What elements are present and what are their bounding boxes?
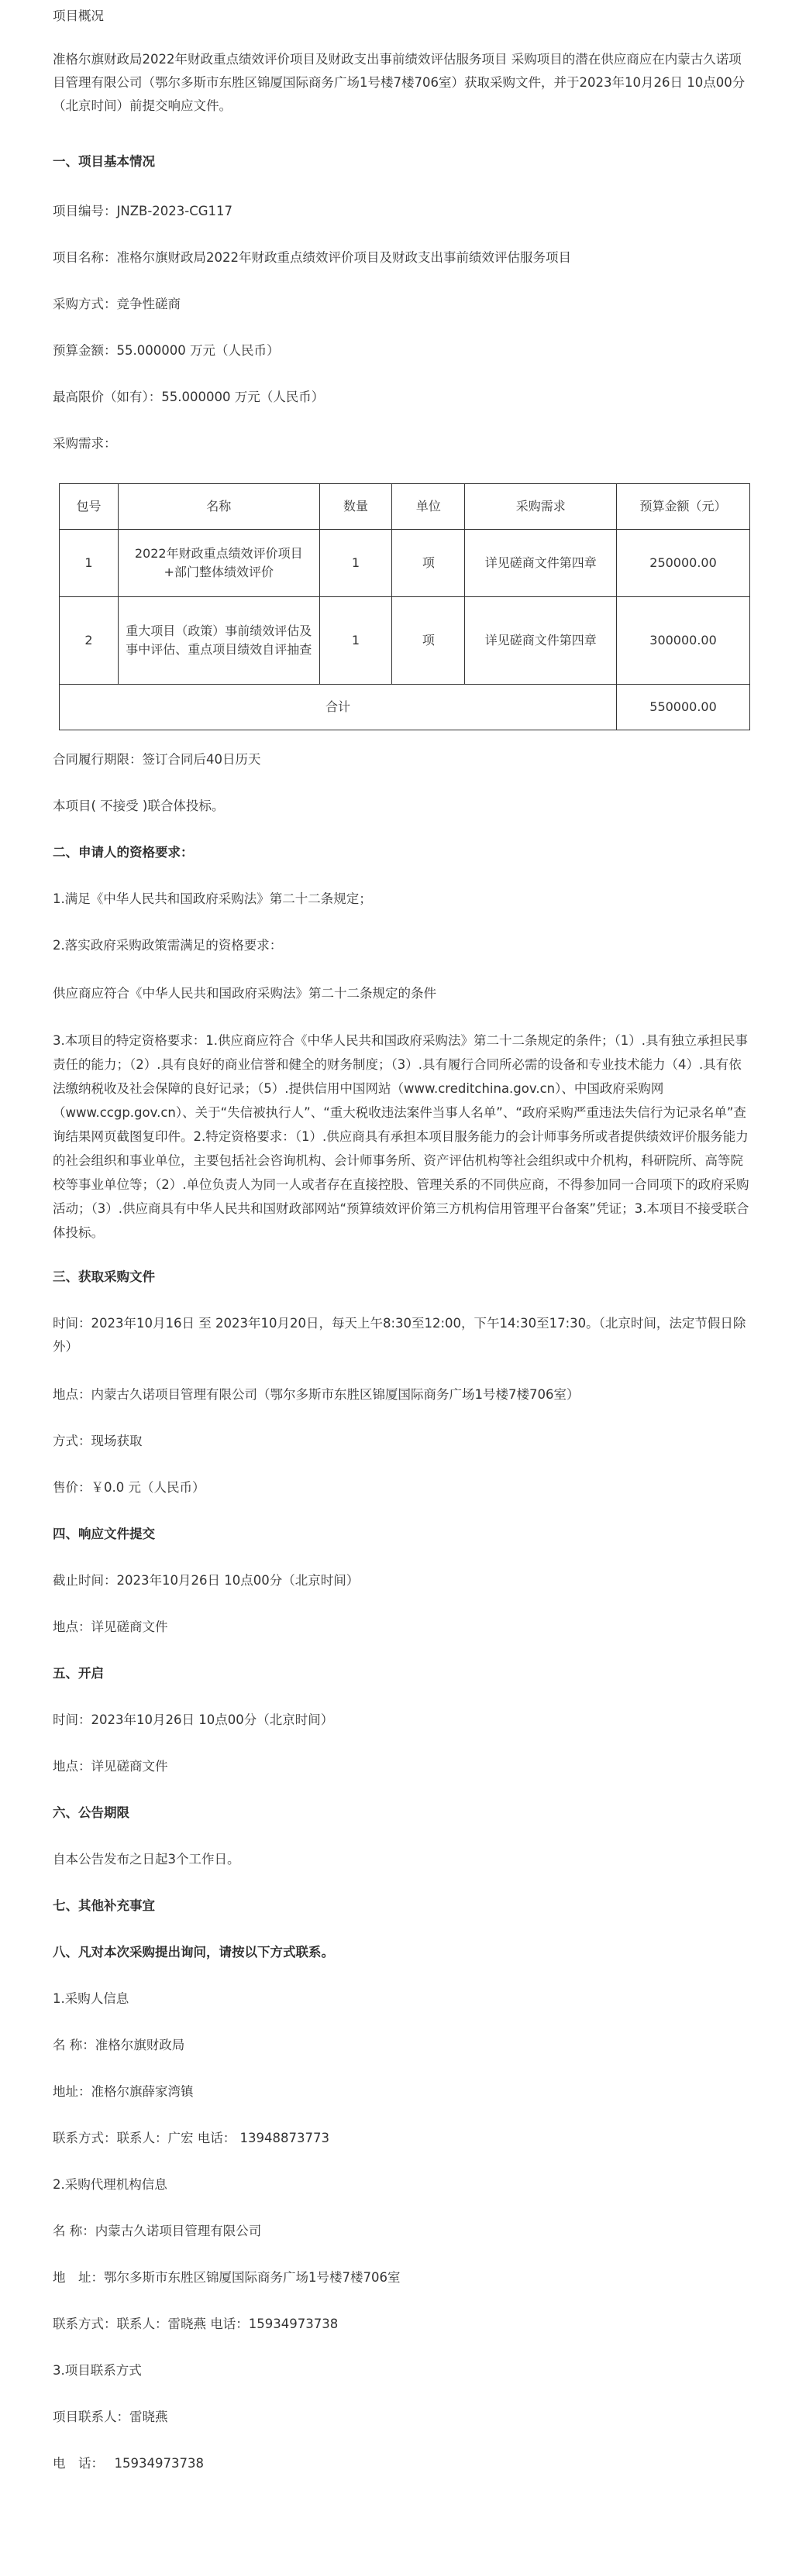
cell-quantity: 1 [319, 530, 392, 597]
page-title: 项目概况 [53, 9, 104, 23]
section-7-title: 七、其他补充事宜 [53, 1898, 155, 1913]
agent-name: 名 称：内蒙古久诺项目管理有限公司 [53, 2224, 262, 2238]
buyer-address: 地址：准格尔旗薛家湾镇 [53, 2084, 194, 2099]
acquire-mode: 方式：现场获取 [53, 1434, 143, 1448]
cell-package-no: 2 [60, 597, 119, 685]
agent-info-title: 2.采购代理机构信息 [53, 2177, 167, 2192]
project-number: 项目编号：JNZB-2023-CG117 [53, 204, 233, 218]
qualification-item-1: 1.满足《中华人民共和国政府采购法》第二十二条规定； [53, 891, 372, 906]
consortium-note: 本项目( 不接受 )联合体投标。 [53, 799, 225, 813]
submission-place: 地点：详见磋商文件 [53, 1619, 168, 1634]
cell-package-no: 1 [60, 530, 119, 597]
agent-contact: 联系方式：联系人：雷晓燕 电话：15934973738 [53, 2317, 339, 2331]
header-package-no: 包号 [60, 484, 119, 530]
section-4-title: 四、响应文件提交 [53, 1527, 155, 1541]
header-name: 名称 [118, 484, 319, 530]
opening-place: 地点：详见磋商文件 [53, 1759, 168, 1774]
section-1-title: 一、项目基本情况 [53, 154, 155, 169]
section-8-title: 八、凡对本次采购提出询问，请按以下方式联系。 [53, 1945, 334, 1959]
project-contact-person: 项目联系人：雷晓燕 [53, 2409, 168, 2424]
project-contact-phone: 电 话： 15934973738 [53, 2456, 204, 2471]
project-contact-title: 3.项目联系方式 [53, 2363, 142, 2378]
cell-requirement: 详见磋商文件第四章 [465, 597, 617, 685]
header-quantity: 数量 [319, 484, 392, 530]
acquire-place: 地点：内蒙古久诺项目管理有限公司（鄂尔多斯市东胜区锦厦国际商务广场1号楼7楼706室） [53, 1387, 580, 1402]
project-name: 项目名称：准格尔旗财政局2022年财政重点绩效评价项目及财政支出事前绩效评估服务项目 [53, 250, 571, 265]
acquire-time: 时间：2023年10月16日 至 2023年10月20日，每天上午8:30至12:00，下午14:30至17:30。（北京时间，法定节假日除外） [53, 1316, 746, 1354]
section-3-title: 三、获取采购文件 [53, 1269, 155, 1284]
announcement-period: 自本公告发布之日起3个工作日。 [53, 1852, 240, 1867]
section-2-title: 二、申请人的资格要求： [53, 845, 194, 860]
section-6-title: 六、公告期限 [53, 1805, 129, 1820]
cell-quantity: 1 [319, 597, 392, 685]
cell-budget: 250000.00 [617, 530, 750, 597]
header-budget: 预算金额（元） [617, 484, 750, 530]
cell-budget: 300000.00 [617, 597, 750, 685]
needs-label: 采购需求： [53, 436, 117, 451]
cell-name: 重大项目（政策）事前绩效评估及事中评估、重点项目绩效自评抽查 [118, 597, 319, 685]
total-value: 550000.00 [617, 685, 750, 730]
document-price: 售价：￥0.0 元（人民币） [53, 1480, 205, 1495]
cell-unit: 项 [392, 530, 465, 597]
agent-address: 地 址：鄂尔多斯市东胜区锦厦国际商务广场1号楼7楼706室 [53, 2270, 401, 2285]
section-5-title: 五、开启 [53, 1666, 104, 1681]
procurement-method: 采购方式：竞争性磋商 [53, 297, 181, 311]
table-total-row [60, 685, 750, 730]
buyer-name: 名 称：准格尔旗财政局 [53, 2038, 185, 2052]
qualification-item-2: 2.落实政府采购政策需满足的资格要求： [53, 938, 283, 953]
qualification-item-2-text: 供应商应符合《中华人民共和国政府采购法》第二十二条规定的条件 [53, 986, 436, 1001]
cell-unit: 项 [392, 597, 465, 685]
qualification-item-3: 3.本项目的特定资格要求：1.供应商应符合《中华人民共和国政府采购法》第二十二条规定的条件；（1）.具有独立承担民事责任的能力；（2）.具有良好的商业信誉和健全的财务制度；（3）.具有履行合同所必需的设备和专业技术能力（4）.具有依法缴纳税收及社会保障的良好记录；（5）.提供信用中国网站（www.creditchina.gov.cn）、中国政府采购网（www.ccgp.gov.cn）、关于“失信被执行人”、“重大税收违法案件当事人名单”、“政府采购严重违法失信行为记录名单”查询结果网页截图复印件。2.特定资格要求：（1）.供应商具有承担本项目服务能力的会计师事务所或者提供绩效评价服务能力的社会组织和事业单位，主要包括社会咨询机构、会计师事务所、资产评估机构等社会组织或中介机构，科研院所、高等院校等事业单位等；（2）.单位负责人为同一人或者存在直接控股、管理关系的不同供应商，不得参加同一合同项下的政府采购活动；（3）.供应商具有中华人民共和国财政部网站“预算绩效评价第三方机构信用管理平台备案”凭证；3.本项目不接受联合体投标。 [53, 1033, 749, 1240]
cell-name: 2022年财政重点绩效评价项目+部门整体绩效评价 [118, 530, 319, 597]
contract-period: 合同履行期限：签订合同后40日历天 [53, 752, 261, 767]
budget-amount: 预算金额：55.000000 万元（人民币） [53, 343, 280, 358]
buyer-info-title: 1.采购人信息 [53, 1991, 129, 2006]
cell-requirement: 详见磋商文件第四章 [465, 530, 617, 597]
total-label: 合计 [60, 685, 617, 730]
intro-paragraph: 准格尔旗财政局2022年财政重点绩效评价项目及财政支出事前绩效评估服务项目 采购项目的潜在供应商应在内蒙古久诺项目管理有限公司（鄂尔多斯市东胜区锦厦国际商务广场1号楼7楼706室）获取采购文件，并于2023年10月26日 10点00分（北京时间）前提交响应文件。 [53, 52, 746, 113]
max-price: 最高限价（如有）：55.000000 万元（人民币） [53, 390, 325, 404]
table-header-row [60, 484, 750, 530]
header-requirement: 采购需求 [465, 484, 617, 530]
table-row [60, 530, 750, 597]
submission-deadline: 截止时间：2023年10月26日 10点00分（北京时间） [53, 1573, 360, 1588]
opening-time: 时间：2023年10月26日 10点00分（北京时间） [53, 1712, 334, 1727]
header-unit: 单位 [392, 484, 465, 530]
requirements-table [59, 483, 750, 730]
table-row [60, 597, 750, 685]
buyer-contact: 联系方式：联系人：广宏 电话： 13948873773 [53, 2131, 329, 2145]
